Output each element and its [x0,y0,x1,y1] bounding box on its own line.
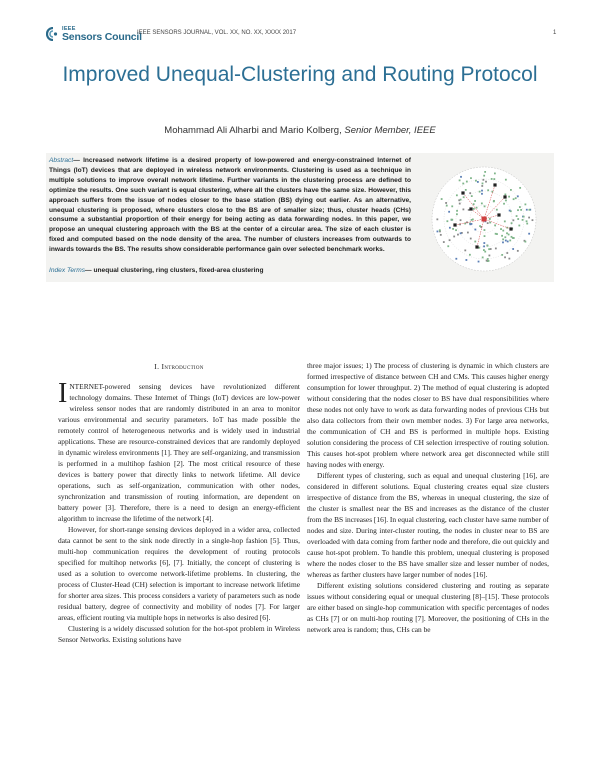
sensor-node [488,248,490,250]
sensor-node [528,233,530,235]
sensor-node [446,220,448,222]
sensor-node [505,200,507,202]
logo-sensors-council-text: Sensors Council [62,31,142,43]
sensor-node [469,254,471,256]
sensor-node [509,210,511,212]
sensor-node [456,210,458,212]
sensor-node [479,225,481,227]
sensor-node [504,236,506,238]
left-paragraph-1: NTERNET-powered sensing devices have revolutionized different technology domains. These Internet of Things (IoT) devices are low-power wireless sensor nodes that are randomly distributed in an area to monitor various environmental and security parameters. IoT has made possible the remotely control of heterogeneous networks and is widely used in industrial applications. These are resource-constrained devices that are randomly deployed in dynamic wireless environments [1]. They are self-organizing, and transmission is performed in a multihop fashion [2]. The most critical resource of these devices is battery power that directly links to network lifetime. All device operations, such as self-organization, communication with other nodes, synchronization and transmission of routing information, are dependent on battery power [3]. Therefore, there is a need to design an energy-efficient algorithm to increase the lifetime of the network [4]. [58,382,300,523]
sensor-node [447,245,449,247]
sensor-node [481,190,483,192]
left-column [58,378,300,645]
dropcap: I [58,378,68,409]
paper-title: Improved Unequal-Clustering and Routing Protocol [62,63,538,86]
sensor-node [445,202,447,204]
sensor-node [481,185,483,187]
sensor-node [484,171,486,173]
sensor-node [519,206,521,208]
cluster-head [509,227,512,230]
sensor-node [511,222,513,224]
sensor-node [443,241,445,243]
sensor-node [500,228,502,230]
sensor-node [518,225,520,227]
sensor-node [488,255,490,257]
sensor-node [473,208,475,210]
sensor-node [487,189,489,191]
cluster-head [453,223,456,226]
sensor-node [474,200,476,202]
sensor-node [455,258,457,260]
sensor-node [471,223,473,225]
abstract-label: Abstract [49,157,74,164]
sensor-node [512,237,514,239]
sensor-node [449,239,451,241]
sensor-node [528,209,530,211]
sensor-node [523,216,525,218]
sensor-node [485,181,487,183]
sensor-node [482,179,484,181]
sensor-node [520,209,522,211]
sensor-node [460,199,462,201]
sensor-node [502,238,504,240]
sensor-node [524,203,526,205]
sensor-node [503,203,505,205]
sensor-node [528,217,530,219]
journal-header: IEEE SENSORS JOURNAL, VOL. XX, NO. XX, XXXX 2017 [137,30,297,36]
sensor-node [476,207,478,209]
author-names: Mohammad Ali Alharbi and Mario Kolberg, [164,125,342,136]
sensor-node [509,240,511,242]
sensor-node [462,208,464,210]
sensor-node [504,194,506,196]
sensor-node [460,219,462,221]
sensor-node [479,191,481,193]
sensor-node [482,257,484,259]
sensor-node [477,181,479,183]
right-paragraph-1: three major issues; 1) The process of clustering is dynamic in which clusters are formed irrespective of distance between CH and CMs. This causes higher energy consumption for lower throughput. 2) The method of equal clustering is adopted without considering that the nodes closer to BS have dual responsibilities where these nodes not only have to work as data forwarding nodes of previous CHs but also data collectors from their own member nodes. 3) For large area networks, the communication of CH and BS is performed in multiple hops. Existing solution considering the process of CH selection irrespective of routing solution. This causes hot-spot problem where network area get disconnected while still having nodes with energy. [307,361,549,469]
section-heading [58,362,300,371]
sensor-node [484,205,486,207]
cluster-head [475,245,478,248]
sensor-node [487,258,489,260]
index-terms [49,266,411,276]
sensor-node [470,238,472,240]
network-clustering-figure [425,163,543,275]
sensor-node [478,247,480,249]
sensor-node [474,241,476,243]
cluster-head [497,213,500,216]
sensor-node [506,232,508,234]
cluster-head [493,183,496,186]
sensor-node [460,176,462,178]
sensor-node [441,198,443,200]
sensor-node [508,234,510,236]
index-terms-text: — unequal clustering, ring clusters, fixed-area clustering [85,267,264,274]
right-paragraph-2: Different types of clustering, such as equal and unequal clustering [16], are considered in different solutions. Equal clustering creates equal size clusters irrespective of distance from the BS, whereas in unequal clustering, the size of the cluster is smallest near the BS and increases as the distance of the cluster from the BS increases [16]. In equal clustering, each cluster have same number of nodes and size. During inter-cluster routing, the nodes in cluster near to BS are overloaded with data coming from farther node and therefore, die out quickly and cause hot-spot problem. To handle this problem, unequal clustering is proposed where the nodes closer to the BS have smaller size and lesser number of nodes, whereas as farther clusters have larger number of nodes [16]. [307,471,549,579]
sensor-node [486,260,488,262]
sensor-node [495,233,497,235]
sensor-node [470,177,472,179]
ieee-sensors-council-logo [46,26,142,43]
sensor-node [493,178,495,180]
sensor-node [489,222,491,224]
abstract-text: — Increased network lifetime is a desired property of low-powered and energy-constrained Internet of Things (IoT) devices that are deployed in wireless network environments. Clustering is used as a technique in multiple solutions to improve overall network lifetime. Further variants in the clustering process are defined to optimize the results. One such variant is equal clustering, where all the clusters have the same size. However, this approach suffers from the issue of nodes closer to the base station (BS) dying out earlier. As an alternative, unequal clustering is proposed, where clusters close to the BS are of smaller size; thus, cluster heads (CHs) consume a substantial proportion of their energy for being acting as data forwarding nodes. In this paper, we propose an unequal clustering approach with the BS at the center of a circular area. The size of each cluster is fixed and computed based on the node density of the area. The number of clusters increases from outwards to inwards towards the BS. The results show considerable performance gain over selected benchmark works. [49,157,411,254]
sensor-node [484,229,486,231]
author-role: Senior Member, IEEE [344,125,436,136]
sensor-node [460,232,462,234]
sensor-node [437,231,439,233]
sensor-node [436,218,438,220]
sensor-node [455,229,457,231]
sensor-node [515,197,517,199]
sensor-node [502,241,504,243]
base-station [482,217,487,222]
sensor-node [504,256,506,258]
cluster-head [469,207,472,210]
sensor-node [459,179,461,181]
sensor-node [489,218,491,220]
sensor-node [506,252,508,254]
right-column [307,360,549,635]
sensor-node [456,194,458,196]
sensor-node [453,236,455,238]
sensor-node [440,234,442,236]
sensor-node [508,196,510,198]
sensor-node [475,180,477,182]
sensor-node [473,203,475,205]
cluster-head [503,195,506,198]
sensor-node [452,228,454,230]
sensor-node [450,219,452,221]
sensor-node [469,192,471,194]
sensor-node [517,209,519,211]
sensor-node [512,248,514,250]
sensor-node [505,240,507,242]
sensor-node [465,259,467,261]
sensor-node [522,219,524,221]
sensor-node [494,224,496,226]
sensor-node [471,195,473,197]
sensor-node [448,211,450,213]
sensor-node [526,209,528,211]
sensor-node [481,193,483,195]
sensor-node [481,203,483,205]
sensor-node [526,220,528,222]
sensor-node [502,230,504,232]
abstract [49,156,411,255]
sensor-node [510,189,512,191]
sensor-node [517,195,519,197]
sensor-node [468,209,470,211]
sensor-node [439,229,441,231]
sensor-node [483,245,485,247]
index-terms-label: Index Terms [49,267,86,274]
sensor-node [456,213,458,215]
left-paragraph-3: Clustering is a widely discussed solution for the hot-spot problem in Wireless Sensor Networks. Existing solutions have [58,624,300,644]
sensor-node [517,218,519,220]
logo-ieee-text: IEEE [62,26,76,32]
sensor-node [501,235,503,237]
sensor-node [491,178,493,180]
sensor-node [517,250,519,252]
sensor-node [451,205,453,207]
sensor-node [493,200,495,202]
sensor-node [446,205,448,207]
sensor-node [490,248,492,250]
sensor-node [484,235,486,237]
sensor-node [465,189,467,191]
sensor-node [483,249,485,251]
sensor-node [449,227,451,229]
section-number: I. [154,362,160,371]
section-title: Introduction [161,362,204,371]
sensor-node [467,232,469,234]
paper-authors [60,125,540,136]
sensor-node [471,219,473,221]
sensor-node [505,179,507,181]
sensor-node [526,223,528,225]
sensor-node [463,196,465,198]
sensor-node [478,261,480,263]
logo-mark-icon [46,27,60,41]
sensor-node [462,183,464,185]
sensor-node [504,220,506,222]
sensor-node [483,242,485,244]
sensor-node [501,254,503,256]
sensor-node [496,209,498,211]
sensor-node [487,222,489,224]
sensor-node [457,234,459,236]
page-number: 1 [553,30,557,36]
sensor-node [483,175,485,177]
sensor-node [524,241,526,243]
sensor-node [507,241,509,243]
sensor-node [464,249,466,251]
sensor-node [516,215,518,217]
sensor-node [495,248,497,250]
right-paragraph-3: Different existing solutions considered clustering and routing as separate issues without considering equal or unequal clustering [8]–[15]. These protocols are either based on single-hop communication with specific percentages of nodes as CHs [7] or on multi-hop routing [7]. Moreover, the positioning of CHs in the network area is random; thus, CHs can be [307,581,549,634]
sensor-node [466,181,468,183]
cluster-head [461,191,464,194]
sensor-node [487,245,489,247]
sensor-node [519,187,521,189]
sensor-node [488,260,490,262]
sensor-node [474,229,476,231]
sensor-node [513,198,515,200]
left-paragraph-2: However, for short-range sensing devices deployed in a wider area, collected data cannot be sent to the sink node directly in a single-hop fashion [5]. Thus, multi-hop communication requires the development of routing protocols specified for multihop networks [6], [7]. Initially, the concept of clustering is used as a solution to overcome network-lifetime problems. In clustering, the process of Cluster-Head (CH) selection is important to increase network lifetime for shorter area sizes. This process considers a variety of parameters such as node residual battery, degree of connectivity and mobility of nodes [7]. For larger areas, efficient routing via multiple hops in networks is also desired [6]. [58,525,300,622]
sensor-node [532,219,534,221]
sensor-node [482,183,484,185]
sensor-node [459,203,461,205]
sensor-node [512,219,514,221]
sensor-node [508,258,510,260]
sensor-node [494,173,496,175]
